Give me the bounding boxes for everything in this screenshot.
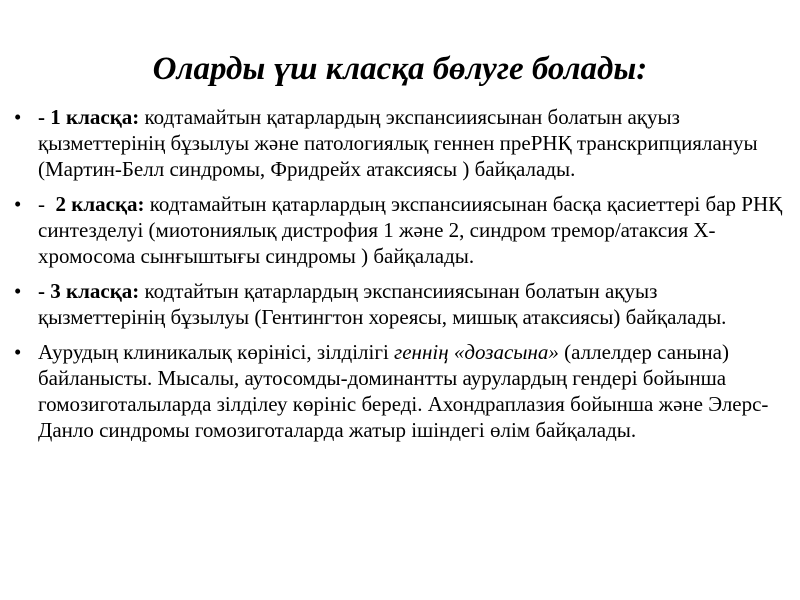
bullet-italic-text: геннің «дозасына» — [394, 340, 559, 364]
bullet-text: (аллелдер санына) байланысты. Мысалы, аутосомды-доминантты аурулардың гендері бойынша гомозиготалыларда зілділеу көрініс береді. Ахондраплазия бойынша және Элерс-Данло синдромы гомозиготаларда жатыр ішіндегі өлім байқалады. — [38, 340, 769, 442]
bullet-item-3 — [14, 278, 784, 330]
bullet-text: кодтайтын қатарлардың экспансииясынан болатын ақуыз қызметтерінің бұзылуы (Гентингтон хореясы, мишық атаксиясы) байқалады. — [38, 279, 727, 329]
bullet-item-4 — [14, 339, 784, 443]
slide-title: Оларды үш класқа бөлуге болады: — [152, 51, 648, 87]
bullet-list — [14, 104, 784, 452]
bullet-prefix: - — [38, 192, 56, 216]
bullet-lead: 2 класқа: — [55, 192, 145, 216]
bullet-item-2 — [14, 191, 784, 269]
bullet-dot: • — [14, 340, 22, 364]
bullet-lead: - 3 класқа: — [38, 279, 140, 303]
bullet-dot: • — [14, 279, 22, 303]
bullet-text: кодтамайтын қатарлардың экспансииясынан болатын ақуыз қызметтерінің бұзылуы және патологиялық геннен преРНҚ транскрипциялануы (Мартин-Белл синдромы, Фридрейх атаксиясы ) байқалады. — [38, 105, 758, 181]
bullet-dot: • — [14, 192, 22, 216]
bullet-text: Аурудың клиникалық көрінісі, зілділігі — [38, 340, 395, 364]
bullet-lead: - 1 класқа: — [38, 105, 140, 129]
bullet-dot: • — [14, 105, 22, 129]
bullet-item-1 — [14, 104, 784, 182]
bullet-text: кодтамайтын қатарлардың экспансииясынан басқа қасиеттері бар РНҚ синтезделуі (миотониялық дистрофия 1 және 2, синдром тремор/атаксия X-хромосома сынғыштығы синдромы ) байқалады. — [38, 192, 783, 268]
